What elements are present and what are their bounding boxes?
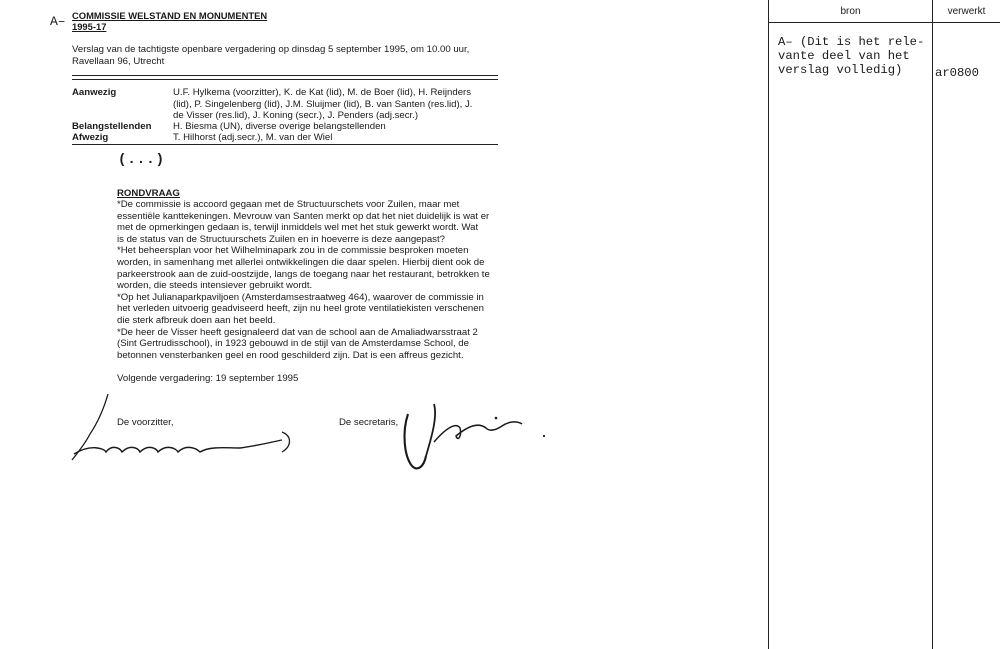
present-list: [173, 87, 499, 122]
rondvraag-item: *De heer de Visser heeft gesignaleerd dat van de school aan de Amaliadwarsstraat 2 (Sint Gertrudisschool), in 1923 gebouwd in de stijl van de Amsterdamse School, de betonnen vensterbanken geel en rood geschilderd zijn. Dat is een affreus gezicht.: [117, 326, 478, 361]
rondvraag-item: *De commissie is accoord gegaan met de Structuurschets voor Zuilen, maar met essentiële kanttekeningen. Mevrouw van Santen merkt op dat het niet duidelijk is wat er met de opmerkingen gedaan is, terwijl inmiddels wel met het stuk gewerkt wordt. Wat is de status van de Structuurschets Zuilen en in hoeverre is deze aangepast?: [117, 199, 490, 245]
table-column-divider: [932, 0, 933, 649]
verwerkt-code: ar0800: [935, 66, 979, 80]
table-left-border: [768, 0, 769, 649]
document-title: COMMISSIE WELSTAND EN MONUMENTEN: [72, 10, 268, 21]
meeting-address: Ravellaan 96, Utrecht: [72, 56, 165, 67]
chair-signature: [60, 390, 310, 475]
header-rule-bottom: [72, 79, 498, 80]
rondvraag-heading: RONDVRAAG: [117, 188, 180, 199]
table-header-rule: [768, 22, 1000, 23]
secretary-label: De secretaris,: [339, 417, 399, 428]
secretary-signature: [398, 398, 558, 480]
present-label: Aanwezig: [72, 87, 117, 98]
rondvraag-item: *Op het Julianaparkpaviljoen (Amsterdamsestraatweg 464), waarover de commissie in het verleden uitvoerig geadviseerd heeft, zijn nu heel grote ventilatiekisten verschenen die sterk afbreuk doen aan het beeld.: [117, 291, 484, 326]
present-line: U.F. Hylkema (voorzitter), K. de Kat (lid), M. de Boer (lid), H. Reijnders: [173, 87, 472, 98]
rondvraag-item: *Het beheersplan voor het Wilhelminapark zou in de commissie besproken moeten worden, in samenhang met allerlei ontwikkelingen die daar spelen. Hierbij dient ook de parkeerstrook aan de zuid-oostzijde, langs de toegang naar het restaurant, betrokken te worden, die steeds intensiever gebruikt wordt.: [117, 245, 490, 292]
rondvraag-items: [117, 199, 507, 361]
stakeholders-value: H. Biesma (UN), diverse overige belangstellenden: [173, 121, 386, 132]
next-meeting: Volgende vergadering: 19 september 1995: [117, 373, 299, 384]
stakeholders-label: Belangstellenden: [72, 121, 152, 132]
present-line: (lid), P. Singelenberg (lid), J.M. Sluijmer (lid), B. van Santen (res.lid), J.: [173, 98, 473, 110]
absent-label: Afwezig: [72, 132, 109, 143]
meeting-line: Verslag van de tachtigste openbare vergadering op dinsdag 5 september 1995, om 10.00 uur,: [72, 44, 470, 55]
bron-note: A– (Dit is het rele- vante deel van het verslag volledig): [778, 35, 925, 77]
present-line: de Visser (res.lid), J. Koning (secr.), J. Penders (adj.secr.): [173, 110, 419, 122]
omission-marker: (...): [118, 152, 166, 168]
absent-value: T. Hilhorst (adj.secr.), M. van der Wiel: [173, 132, 333, 143]
attendance-rule: [72, 144, 498, 145]
chair-label: De voorzitter,: [117, 417, 174, 428]
column-header-bron: bron: [840, 6, 861, 17]
column-header-verwerkt: verwerkt: [947, 6, 986, 17]
document-number: 1995-17: [72, 21, 107, 32]
header-rule-top: [72, 75, 498, 76]
margin-mark: A–: [50, 14, 66, 29]
